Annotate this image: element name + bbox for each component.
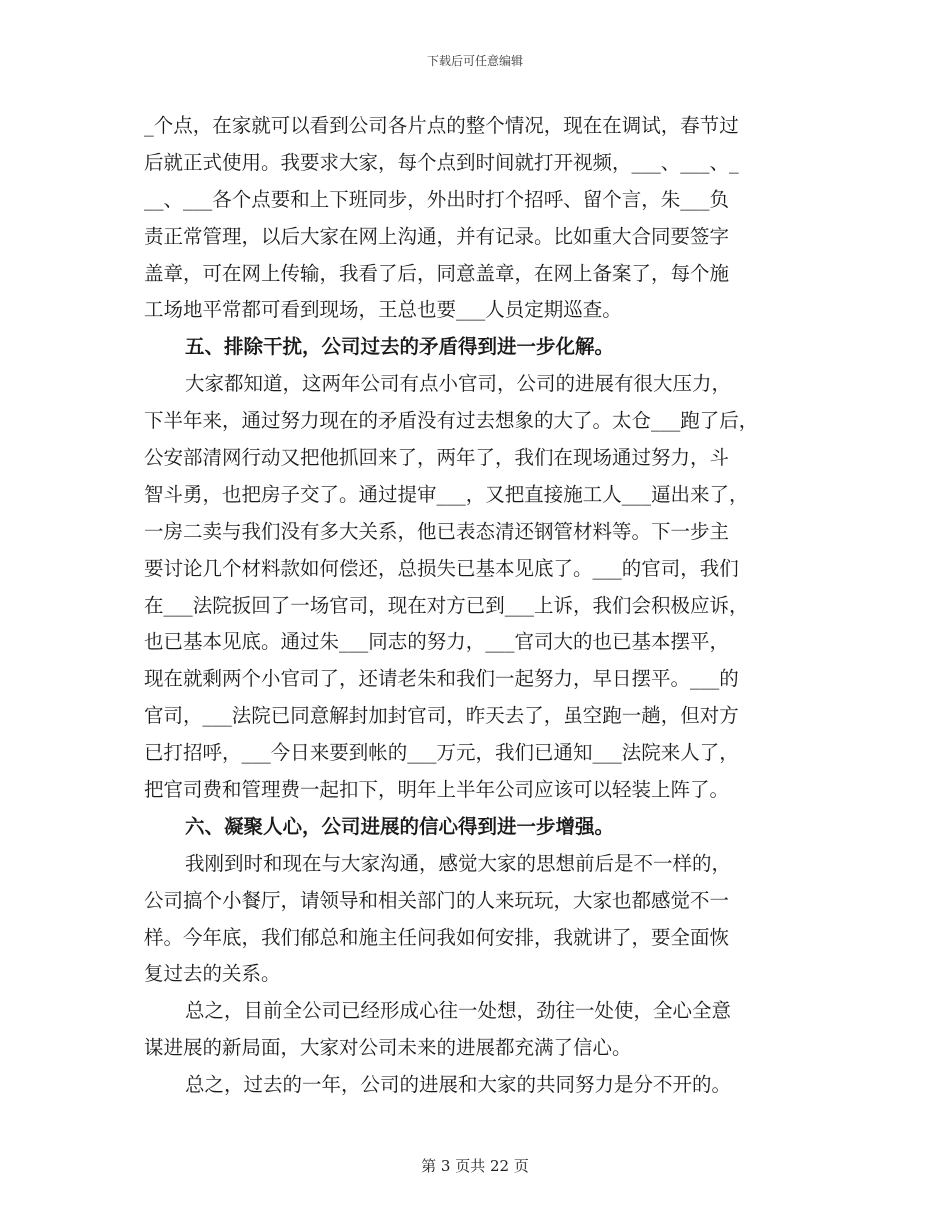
paragraph-first-line: 总之，目前全公司已经形成心往一处想，劲往一处使，全心全意 [185, 999, 732, 1023]
body-line: 现在就剩两个小官司了，还请老朱和我们一起努力，早日摆平。___的 [144, 667, 739, 691]
body-line: 已打招呼，___今日来要到帐的___万元，我们已通知___法院来人了， [144, 741, 739, 765]
body-line: 谋进展的新局面，大家对公司未来的进展都充满了信心。 [144, 1036, 632, 1060]
paragraph-first-line: 大家都知道，这两年公司有点小官司，公司的进展有很大压力， [185, 372, 732, 396]
body-line: 样。今年底，我们郁总和施主任问我如何安排，我就讲了，要全面恢 [144, 925, 730, 949]
body-line: 复过去的关系。 [144, 962, 281, 986]
paragraph-first-line: 我刚到时和现在与大家沟通，感觉大家的思想前后是不一样的， [185, 851, 732, 875]
body-line: 责正常管理，以后大家在网上沟通，并有记录。比如重大合同要签字 [144, 224, 730, 248]
body-line: 后就正式使用。我要求大家，每个点到时间就打开视频，___、___、_ [144, 150, 739, 174]
body-line: 下半年来，通过努力现在的矛盾没有过去想象的大了。太仓___跑了后， [144, 409, 759, 433]
section-heading-6: 六、凝聚人心，公司进展的信心得到进一步增强。 [185, 814, 615, 838]
document-body [144, 108, 824, 1104]
paragraph-first-line: 总之，过去的一年，公司的进展和大家的共同努力是分不开的。 [185, 1073, 732, 1097]
page-number: 第 3 页共 22 页 [421, 1157, 529, 1175]
body-line: 一房二卖与我们没有多大关系，他已表态清还钢管材料等。下一步主 [144, 519, 730, 543]
body-line: 在___法院扳回了一场官司，现在对方已到___上诉，我们会积极应诉， [144, 593, 749, 617]
page-header: 下载后可任意编辑 [426, 54, 523, 68]
body-line: 也已基本见底。通过朱___同志的努力，___官司大的也已基本摆平， [144, 630, 730, 654]
body-line: 盖章，可在网上传输，我看了后，同意盖章，在网上备案了，每个施 [144, 261, 730, 285]
body-line: 工场地平常都可看到现场，王总也要___人员定期巡查。 [144, 298, 622, 322]
body-line: 要讨论几个材料款如何偿还，总损失已基本见底了。___的官司，我们 [144, 556, 739, 580]
body-line: _个点，在家就可以看到公司各片点的整个情况，现在在调试，春节过 [144, 114, 739, 137]
body-line: 智斗勇，也把房子交了。通过提审___，又把直接施工人___逼出来了， [144, 482, 749, 506]
body-line: 官司，___法院已同意解封加封官司，昨天去了，虽空跑一趟，但对方 [144, 704, 739, 728]
body-line: 公安部清网行动又把他抓回来了，两年了，我们在现场通过努力，斗 [144, 446, 730, 470]
body-line: 把官司费和管理费一起扣下，明年上半年公司应该可以轻装上阵了。 [144, 778, 730, 802]
body-line: __、___各个点要和上下班同步，外出时打个招呼、留个言，朱___负 [144, 187, 730, 211]
body-line: 公司搞个小餐厅，请领导和相关部门的人来玩玩，大家也都感觉不一 [144, 888, 730, 912]
section-heading-5: 五、排除干扰，公司过去的矛盾得到进一步化解。 [185, 335, 615, 359]
